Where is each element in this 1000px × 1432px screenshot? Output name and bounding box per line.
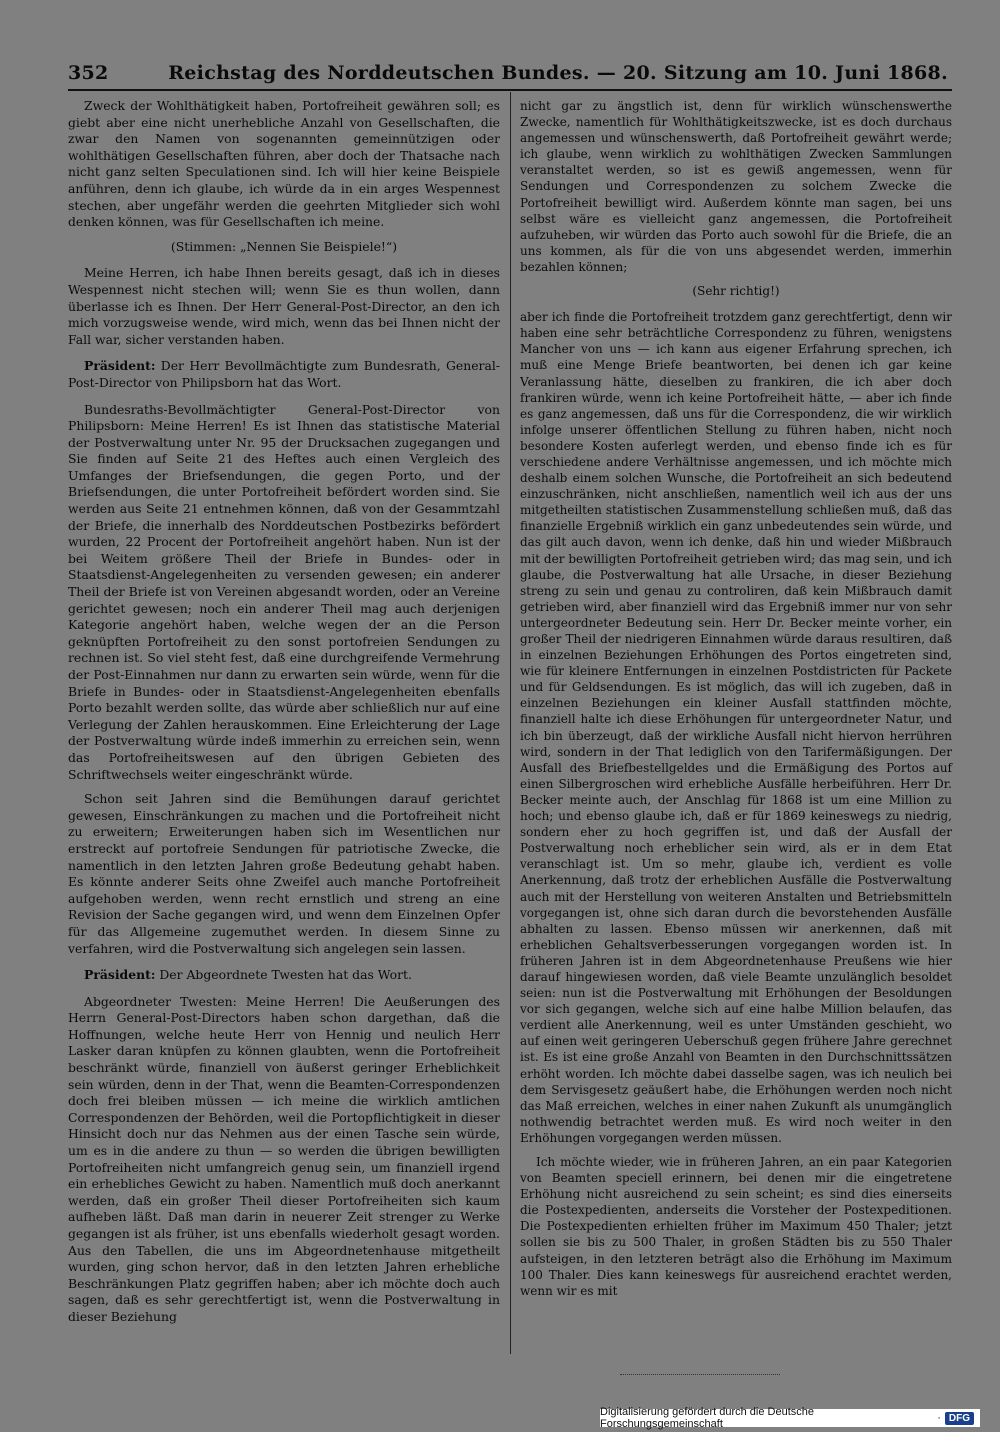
paragraph [68,791,500,957]
page-header [68,58,948,88]
paragraph-text: Der Abgeordnete Twesten hat das Wort. [155,967,412,983]
speaker-name: Präsident: [84,358,156,374]
dfg-logo: DFG [945,1412,974,1425]
paragraph-text: Schon seit Jahren sind die Bemühungen darauf gerichtet gewesen, Einschränkungen zu machen und die Portofreiheit nicht zu erweitern; Erweiterungen haben sich im Wesentlichen nur erstreckt auf portofreie Sendungen für patriotische Zwecke, die namentlich in den letzten Jahren große Bedeutung gehabt haben. Es könnte anderer Seits ohne Zweifel auch manche Portofreiheit aufgehoben werden, wenn recht ernstlich und streng an eine Revision der Sache gegangen wird, und wenn dem Einzelnen Opfer für das Allgemeine zugemuthet werden. In diesem Sinne zu verfahren, wird die Postverwaltung sich angelegen sein lassen. [68,791,500,956]
scan-mark [620,1374,780,1377]
paragraph-text: Ich möchte wieder, wie in früheren Jahren, an ein paar Kategorien von Beamten speciell erinnern, bei denen mir die eingetretene Erhöhung nicht ausreichend zu sein scheint; es sind dies einerseits die Postexpedienten, anderseits die Vorsteher der Postexpeditionen. Die Postexpedienten erhielten früher im Maximum 450 Thaler; jetzt sollen sie bis zu 500 Thaler, in großen Städten bis zu 550 Thaler aufsteigen, in den letzteren beträgt also die Erhöhung im Maximum 100 Thaler. Dies kann keineswegs für ausreichend erachtet werden, wenn wir es mit [520,1155,952,1298]
header-rule [68,89,952,91]
paragraph-text: Bundesraths-Bevollmächtigter General-Post-Director von Philipsborn: Meine Herren! Es ist Ihnen das statistische Material der Postverwaltung unter Nr. 95 der Drucksachen zugegangen und Sie finden auf Seite 21 des Heftes auch einen Vergleich des Umfanges der Briefsendungen, die gegen Porto, und der Briefsendungen, die unter Portofreiheit befördert worden sind. Sie werden aus Seite 21 entnehmen können, daß von der Gesammtzahl der Briefe, die innerhalb des Norddeutschen Postbezirks befördert wurden, 22 Procent der Portofreiheit angehört haben. Nun ist der bei Weitem größere Theil der Briefe in Bundes- oder in Staatsdienst-Angelegenheiten zu versenden gewesen; ein anderer Theil der Briefe ist von Vereinen abgesandt worden, oder an Vereine gerichtet gewesen; noch ein anderer Theil mag auch derjenigen Kategorie angehört haben, welche wegen der an die Person geknüpften Portofreiheit zu den sonst portofreien Sendungen zu rechnen ist. So viel steht fest, daß eine durchgreifende Vermehrung der Post-Einnahmen nur dann zu erwarten sein würde, wenn für die Briefe in Bundes- oder in Staatsdienst-Angelegenheiten ebenfalls Porto bezahlt werden sollte, das würde aber schließlich nur auf eine Verlegung der Zahlen herauskommen. Eine Erleichterung der Lage der Postverwaltung würde indeß immerhin zu erreichen sein, wenn das Portofreiheitswesen auf den übrigen Gebieten des Schriftwechsels weiter eingeschränkt würde. [68,401,500,782]
paragraph [68,265,500,348]
paragraph [68,98,500,231]
paragraph-text: Abgeordneter Twesten: Meine Herren! Die Aeußerungen des Herrn General-Post-Directors haben schon dargethan, daß die Hoffnungen, welche heute Herr von Hennig und neulich Herr Lasker daran knüpfen zu können glaubten, wenn die Portofreiheit beschränkt würde, finanziell von äußerst geringer Erheblichkeit sein würden, denn in der That, wenn die Beamten-Correspondenzen doch frei bleiben müssen — ich meine die wirklich amtlichen Correspondenzen der Behörden, weil die Portopflichtigkeit in dieser Hinsicht doch nur das Nehmen aus der einen Tasche sein würde, um es in die andere zu thun — so werden die übrigen bewilligten Portofreiheiten nicht umfangreich genug sein, um finanziell irgend ein erhebliches Gewicht zu haben. Namentlich muß doch anerkannt werden, daß ein großer Theil dieser Portofreiheiten sich kaum aufheben läßt. Daß man darin in neuerer Zeit strenger zu Werke gegangen ist als früher, ist uns ebenfalls wiederholt gesagt worden. Aus den Tabellen, die uns im Abgeordnetenhause mitgetheilt wurden, ging schon hervor, daß in den letzten Jahren erhebliche Beschränkungen Platz gegriffen haben; aber ich möchte doch auch sagen, daß es sehr gerechtfertigt ist, wenn die Postverwaltung in dieser Beziehung [68,993,500,1324]
paragraph-text: aber ich finde die Portofreiheit trotzdem ganz gerechtfertigt, denn wir haben eine sehr beträchtliche Correspondenz zu führen, wenigstens Mancher von uns — ich kann aus eigener Erfahrung sprechen, ich muß eine Menge Briefe beantworten, bei denen ich gar keine Veranlassung hätte, dieselben zu frankiren, die ich aber doch frankiren würde, wenn ich keine Portofreiheit hätte, — aber ich finde es ganz angemessen, daß uns für die Correspondenz, die wir wirklich infolge unserer öffentlichen Stellung zu führen haben, nicht noch besondere Kosten auferlegt werden, und ebenso finde ich es für verschiedene andere Verhältnisse angemessen, und ich möchte mich deshalb einem solchen Wunsche, die Portofreiheit an sich bedeutend einzuschränken, nicht anschließen, namentlich weil ich aus der uns mitgetheilten statistischen Zusammenstellung schließen muß, daß das finanzielle Ergebniß wirklich ein ganz unbedeutendes sein würde, und das gilt auch davon, wenn ich denke, daß hin und wieder Mißbrauch mit der bewilligten Portofreiheit getrieben wird; das mag sein, und ich glaube, die Postverwaltung hat alle Ursache, in dieser Beziehung streng zu sein und genau zu controliren, daß kein Mißbrauch damit getrieben wird, aber finanziell wird das Ergebniß immer nur von sehr untergeordneter Bedeutung sein. Herr Dr. Becker meinte vorher, ein großer Theil der niedrigeren Einnahmen würde daraus resultiren, daß in einzelnen Beziehungen Erhöhungen des Portos eingetreten sind, wie für kleinere Entfernungen in einzelnen Postdistricten für Packete und für Geldsendungen. Es ist möglich, das will ich zugeben, daß in einzelnen Beziehungen ein kleiner Ausfall stattfinden möchte, finanziell halte ich diese Erhöhungen für untergeordneter Natur, und ich bin überzeugt, daß der wirkliche Ausfall nicht hiervon herrühren wird, sondern in der That lediglich von den Tarifermäßigungen. Der Ausfall des Briefbestellgeldes und die Ermäßigung des Portos auf einen Silbergroschen wird erhebliche Ausfälle herbeiführen. Herr Dr. Becker meinte auch, der Anschlag für 1868 ist um eine Million zu hoch; und ebenso glaube ich, daß er für 1869 keineswegs zu niedrig, sondern eher zu hoch gegriffen ist, und daß der Ausfall der Postverwaltung noch erheblicher sein wird, als er in dem Etat veranschlagt ist. Um so mehr, glaube ich, verdient es volle Anerkennung, daß trotz der erheblichen Ausfälle die Postverwaltung auch mit der Herstellung von weiteren Anstalten und Betriebsmitteln vorgegangen ist, ohne sich daran durch die bevorstehenden Ausfälle abhalten zu lassen. Ebenso müssen wir anerkennen, daß mit erheblichen Gehaltsverbesserungen vorgegangen worden ist. In früheren Jahren ist in dem Abgeordnetenhause Preußens wie hier darauf hingewiesen worden, daß viele Beamte unzulänglich besoldet seien: nun ist die Postverwaltung mit Erhöhungen der Besoldungen vor sich gegangen, welche sich auf eine halbe Million belaufen, das verdient alle Anerkennung, weil es unter Umständen geschieht, wo auf einen weit geringeren Ueberschuß gegen frühere Jahre gerechnet ist. Es ist eine große Anzahl von Beamten in den Durchschnittssätzen erhöht worden. Ich möchte dabei dasselbe sagen, was ich neulich bei dem Servisgesetz geäußert habe, die Erhöhungen werden noch nicht das Maß erreichen, welches in einer nahen Zukunft als unumgänglich nothwendig betrachtet werden muß. Es wird noch weiter in den Erhöhungen vorgegangen werden müssen. [520,310,952,1145]
interjection [68,239,500,256]
speaker-paragraph [68,967,500,984]
paragraph-text: nicht gar zu ängstlich ist, denn für wirklich wünschenswerthe Zwecke, namentlich für Wohlthätigkeitszwecke, ist es doch durchaus angemessen und wünschenswerth, daß Portofreiheit gewährt werde; ich glaube, wenn wirklich zu wohlthätigen Zwecken Sammlungen veranstaltet werden, so ist es gewiß angemessen, wenn für Sendungen und Correspondenzen zu solchem Zwecke die Portofreiheit bewilligt wird. Außerdem könnte man sagen, bei uns selbst wäre es vielleicht ganz angemessen, die Portofreiheit aufzuheben, wir würden das Porto auch sowohl für die Briefe, die an uns kommen, als für die von uns abgesendet werden, immerhin bezahlen können; [520,99,952,274]
interjection-text: (Stimmen: „Nennen Sie Beispiele!“) [170,238,398,254]
speaker-paragraph [68,402,500,784]
running-title: Reichstag des Norddeutschen Bundes. — 20. Sitzung am 10. Juni 1868. [168,62,948,84]
paragraph [520,98,952,275]
speaker-name: Präsident: [84,967,156,983]
column-divider [510,92,511,1354]
footer-separator: · [937,1412,941,1424]
paragraph-text: Zweck der Wohlthätigkeit haben, Portofreiheit gewähren soll; es giebt aber eine nicht unerhebliche Anzahl von Gesellschaften, die zwar den Namen von sogenannten gemeinnützigen oder wohlthätigen Gesellschaften führen, aber doch der Thatsache nach nicht ganz selten Speculationen sind. Ich will hier keine Beispiele anführen, denn ich glaube, ich würde da in ein arges Wespennest stechen, aber ungefähr werden die geehrten Mitglieder sich wohl denken können, was für Gesellschaften ich meine. [68,98,500,230]
paragraph [520,1154,952,1299]
interjection-text: (Sehr richtig!) [692,284,780,299]
paragraph [520,309,952,1146]
left-column [68,98,500,1334]
footer-credit [600,1406,980,1430]
speaker-paragraph [68,358,500,391]
paragraph-text: Der Herr Bevollmächtigte zum Bundesrath, General-Post-Director von Philipsborn hat das Wort. [68,358,500,390]
paragraph-text: Meine Herren, ich habe Ihnen bereits gesagt, daß ich in dieses Wespennest nicht stechen will; wenn Sie es thun wollen, dann überlasse ich es Ihnen. Der Herr General-Post-Director, an den ich mich vorzugsweise wende, wird mich, wenn das bei Ihnen nicht der Fall war, sicher verstanden haben. [68,265,500,347]
page-number: 352 [68,62,109,84]
footer-text: Digitalisierung gefördert durch die Deutsche Forschungsgemeinschaft [600,1406,815,1430]
interjection [520,283,952,299]
right-column [520,98,952,1307]
speaker-paragraph [68,994,500,1326]
